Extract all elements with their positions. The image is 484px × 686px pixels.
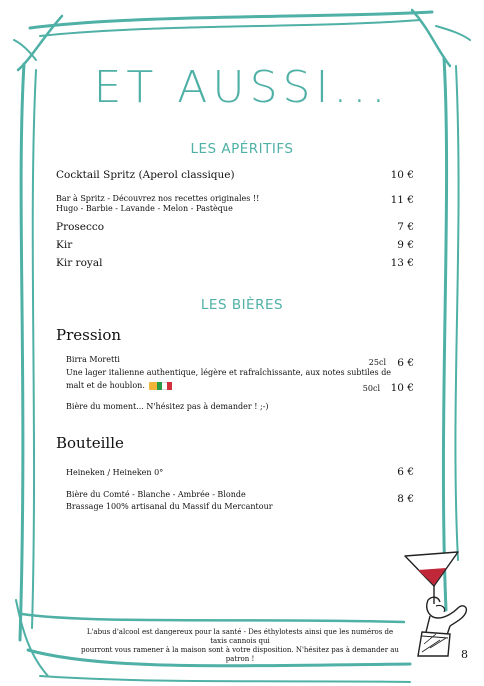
item-price: 9 € (397, 239, 414, 251)
subsection-pression: Pression (56, 326, 122, 344)
size-label: 25cl (368, 358, 386, 367)
item-price: 8 € (397, 493, 414, 505)
item-name: Kir royal (56, 257, 103, 269)
item-price: 10 € (390, 169, 414, 181)
menu-item (56, 221, 414, 234)
item-desc-line2: malt et de houblon. (66, 381, 414, 391)
item-price: 13 € (390, 257, 414, 269)
subsection-bouteille: Bouteille (56, 434, 124, 452)
item-desc: Une lager italienne authentique, légère et rafraîchissante, aux notes subtiles de (66, 368, 392, 377)
italian-flag-icon (157, 381, 172, 391)
item-price: 6 € (397, 466, 414, 478)
hand-holding-glass-icon (400, 548, 480, 658)
item-name: Cocktail Spritz (Aperol classique) (56, 169, 235, 181)
page-number: 8 (461, 648, 468, 661)
item-name: Kir (56, 239, 73, 251)
item-price: 11 € (390, 194, 414, 206)
menu-item (56, 169, 414, 182)
menu-item-moretti (66, 355, 414, 394)
item-line: Bar à Spritz - Découvrez nos recettes originales !! (56, 194, 260, 203)
item-price: 7 € (397, 221, 414, 233)
menu-item (66, 466, 414, 479)
item-price: 6 € (397, 357, 414, 369)
item-name: Bière du Comté - Blanche - Ambrée - Blonde (66, 490, 246, 499)
beer-emoji-icon (149, 382, 157, 390)
alcohol-disclaimer: L'abus d'alcool est dangereux pour la santé - Des éthylotests ainsi que les numéros de taxis cannois qui pourront vous ramener à la maison sont à votre disposition. N'hésitez pas à demander au patron ! (81, 628, 399, 663)
item-name: Birra Moretti (66, 355, 120, 364)
item-line: Hugo - Barbie - Lavande - Melon - Pastèque (56, 204, 233, 213)
menu-item (56, 194, 414, 214)
item-price: 10 € (390, 382, 414, 394)
page-title: ET AUSSI... (93, 62, 391, 113)
item-name: Heineken / Heineken 0° (66, 468, 164, 477)
menu-item (66, 490, 414, 512)
section-heading-aperitifs: LES APÉRITIFS (190, 141, 294, 157)
menu-item (56, 239, 414, 252)
menu-item-moment: Bière du moment... N'hésitez pas à demander ! ;-) (66, 402, 269, 411)
menu-item (56, 257, 414, 270)
item-desc: Brassage 100% artisanal du Massif du Mercantour (66, 502, 273, 511)
size-label: 50cl (362, 384, 380, 393)
item-name: Prosecco (56, 221, 105, 233)
section-heading-bieres: LES BIÈRES (200, 297, 284, 313)
